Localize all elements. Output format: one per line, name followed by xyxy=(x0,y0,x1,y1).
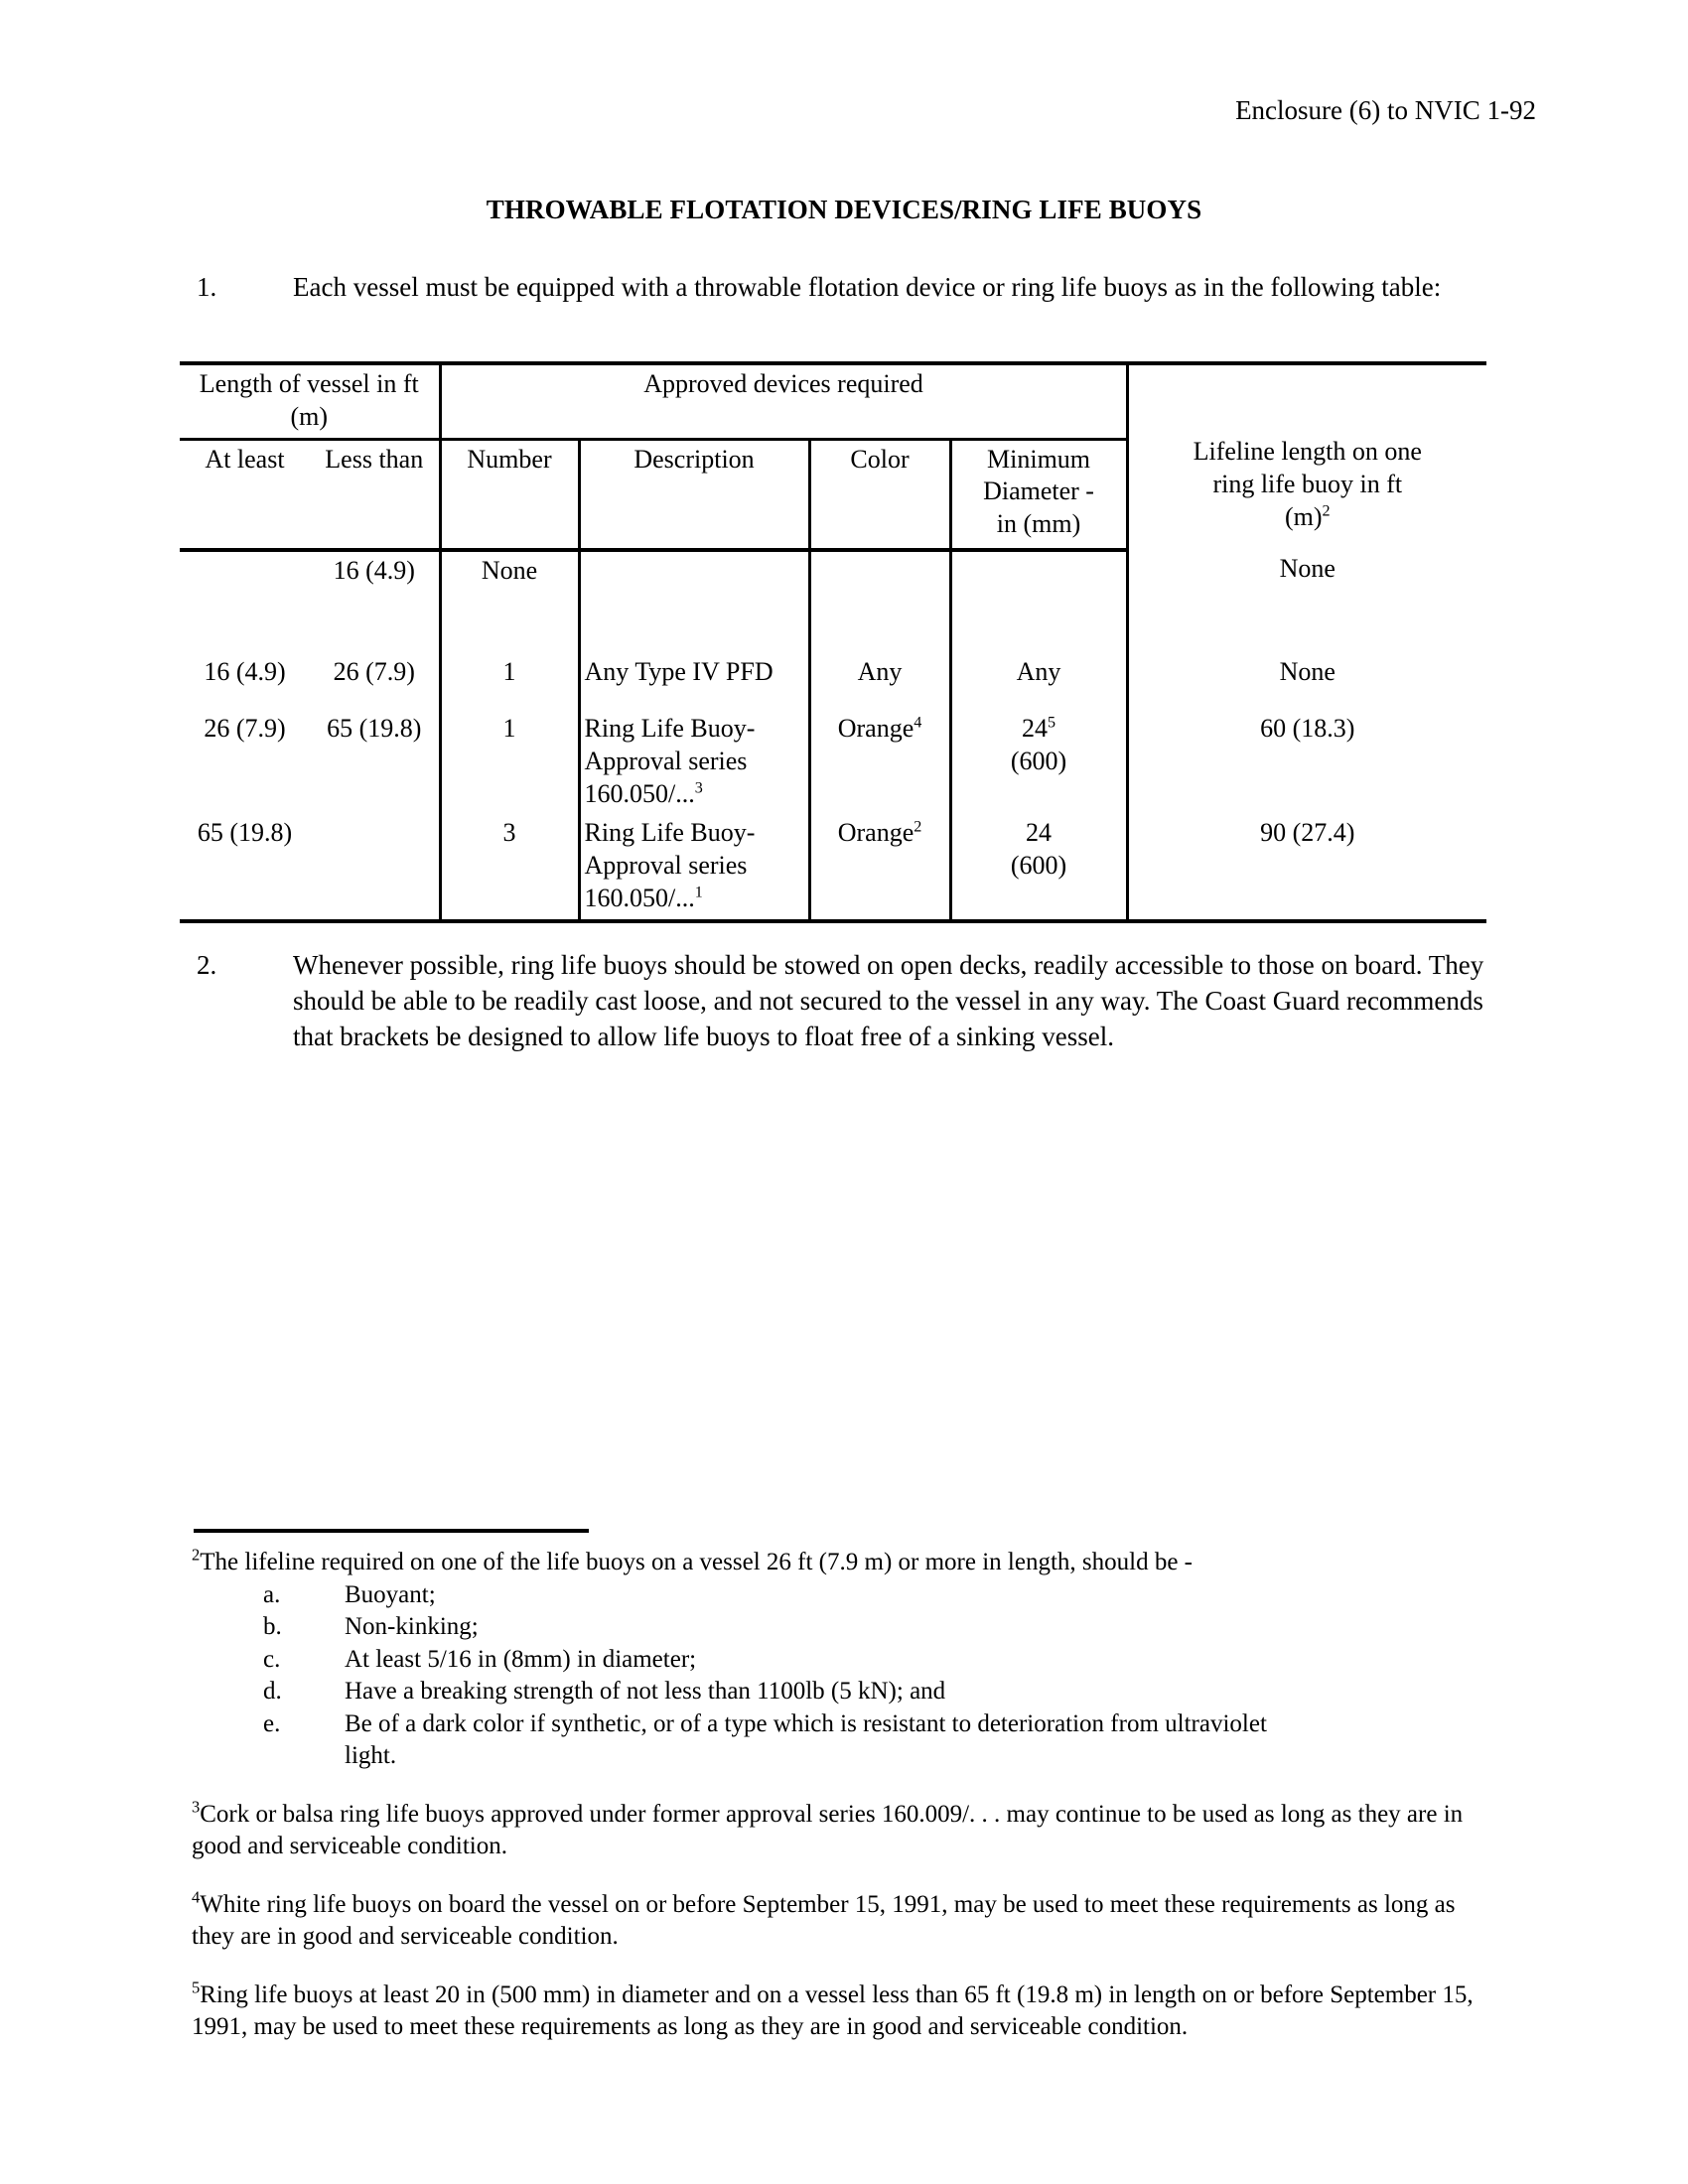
cell-color: Any xyxy=(809,653,950,710)
footnote-2-item-a-text: Buoyant; xyxy=(345,1580,436,1608)
cell-number: 3 xyxy=(440,814,579,920)
spacer-cell xyxy=(809,609,950,653)
footnote-separator-rule xyxy=(194,1529,589,1533)
header-lifeline-length xyxy=(1127,363,1486,550)
cell-description-text: Ring Life Buoy-Approval series 160.050/... xyxy=(584,818,756,912)
header-lifeline-line3: (m) xyxy=(1284,501,1323,531)
paragraph-2 xyxy=(197,948,1507,1055)
header-approved-devices xyxy=(440,363,1127,439)
cell-color-superscript: 2 xyxy=(914,818,922,836)
footnote-2-item-c-label: c. xyxy=(263,1645,281,1673)
cell-description xyxy=(579,814,809,920)
footnote-2-item-d xyxy=(192,1676,1502,1708)
spacer-cell xyxy=(180,609,310,653)
cell-color xyxy=(809,814,950,920)
footnote-2-item-b-label: b. xyxy=(263,1613,282,1640)
footnote-4 xyxy=(192,1889,1502,1954)
footnote-2-item-e-text: Be of a dark color if synthetic, or of a type which is resistant to deterioration from ultraviolet xyxy=(345,1709,1267,1737)
cell-at-least: 16 (4.9) xyxy=(204,657,286,686)
footnote-2-list xyxy=(192,1579,1502,1773)
header-lifeline-superscript: 2 xyxy=(1322,501,1331,519)
cell-diameter xyxy=(950,814,1127,920)
footnote-3-marker: 3 xyxy=(192,1797,201,1817)
header-at-least: At least xyxy=(180,439,310,550)
header-length-line2: (m) xyxy=(290,401,329,431)
table-spacer-row xyxy=(180,609,1486,653)
header-less-than: Less than xyxy=(310,439,440,550)
cell-lifeline: 60 (18.3) xyxy=(1127,710,1486,814)
spacer-cell xyxy=(579,609,809,653)
footnote-2-item-c-text: At least 5/16 in (8mm) in diameter; xyxy=(345,1645,697,1673)
footnote-2-item-c xyxy=(192,1644,1502,1677)
cell-diameter xyxy=(950,550,1127,609)
cell-number: 1 xyxy=(440,710,579,814)
footnote-3 xyxy=(192,1799,1502,1863)
table-row xyxy=(180,814,1486,920)
cell-less-than: 26 (7.9) xyxy=(333,657,415,686)
spacer-cell xyxy=(1127,609,1486,653)
cell-lifeline: 90 (27.4) xyxy=(1127,814,1486,920)
footnote-2-item-b-text: Non-kinking; xyxy=(345,1613,479,1640)
footnote-2-marker: 2 xyxy=(192,1545,201,1565)
footnote-2-item-a-label: a. xyxy=(263,1580,281,1608)
cell-description xyxy=(579,710,809,814)
footnote-2-item-e xyxy=(192,1708,1502,1741)
table-row xyxy=(180,550,1486,609)
cell-diameter xyxy=(950,710,1127,814)
footnotes-section xyxy=(192,1547,1502,2070)
cell-at-least: 65 (19.8) xyxy=(180,814,310,920)
throwable-devices-table xyxy=(180,361,1486,923)
footnote-2 xyxy=(192,1547,1502,1773)
cell-at-least: 26 (7.9) xyxy=(204,714,286,743)
cell-at-least xyxy=(180,550,310,609)
cell-description-superscript: 3 xyxy=(694,778,703,796)
header-length-of-vessel xyxy=(180,363,440,439)
throwable-devices-table-wrapper xyxy=(180,361,1486,923)
cell-description xyxy=(579,550,809,609)
header-diameter-line2: Diameter - xyxy=(983,477,1094,506)
footnote-5-text: Ring life buoys at least 20 in (500 mm) in diameter and on a vessel less than 65 ft (19.8 m) in length on or before September 15, 1991, may be used to meet these requirements as long as they are in good and serviceable condition. xyxy=(192,1980,1474,2040)
cell-lifeline: None xyxy=(1127,653,1486,710)
cell-number: None xyxy=(440,550,579,609)
cell-diameter: Any xyxy=(950,653,1127,710)
header-diameter-line3: in (mm) xyxy=(996,509,1081,538)
paragraph-1-number: 1. xyxy=(197,272,217,302)
spacer-cell xyxy=(310,609,440,653)
header-length-line1: Length of vessel in ft xyxy=(199,369,419,398)
cell-color-text: Orange xyxy=(837,818,914,848)
cell-diameter-line2: (600) xyxy=(1010,746,1067,775)
footnote-2-item-d-label: d. xyxy=(263,1678,282,1705)
footnote-5-marker: 5 xyxy=(192,1978,201,1997)
header-approved-devices-label: Approved devices required xyxy=(643,369,923,398)
cell-diameter-line1: 24 xyxy=(1026,818,1053,848)
footnote-4-text: White ring life buoys on board the vessel on or before September 15, 1991, may be used to meet these requirements as long as they are in good and serviceable condition. xyxy=(192,1890,1456,1950)
table-row xyxy=(180,653,1486,710)
cell-less-than: 16 (4.9) xyxy=(333,556,415,585)
spacer-cell xyxy=(440,609,579,653)
footnote-2-item-d-text: Have a breaking strength of not less than 1100lb (5 kN); and xyxy=(345,1678,946,1705)
cell-less-than: 65 (19.8) xyxy=(327,714,422,743)
paragraph-2-text: Whenever possible, ring life buoys should be stowed on open decks, readily accessible to those on board. They should be able to be readily cast loose, and not secured to the vessel in any way. The Coast Guard recommends that brackets be designed to allow life buoys to float free of a sinking vessel. xyxy=(293,950,1484,1051)
cell-diameter-line1: 24 xyxy=(1021,714,1048,743)
header-number: Number xyxy=(440,439,579,550)
cell-diameter-superscript: 5 xyxy=(1047,714,1056,732)
paragraph-1 xyxy=(197,270,1497,306)
footnote-2-text: The lifeline required on one of the life buoys on a vessel 26 ft (7.9 m) or more in length, should be - xyxy=(200,1549,1193,1575)
document-header-enclosure: Enclosure (6) to NVIC 1-92 xyxy=(1235,95,1536,125)
paragraph-2-number: 2. xyxy=(197,950,217,980)
footnote-2-item-a xyxy=(192,1579,1502,1612)
cell-lifeline: None xyxy=(1127,550,1486,609)
cell-color-text: Orange xyxy=(837,714,914,743)
cell-description-superscript: 1 xyxy=(694,884,703,901)
document-title: THROWABLE FLOTATION DEVICES/RING LIFE BUOYS xyxy=(486,195,1202,224)
header-diameter-line1: Minimum xyxy=(987,444,1091,474)
footnote-2-trailing xyxy=(192,1740,1502,1773)
cell-color xyxy=(809,710,950,814)
spacer-cell xyxy=(950,609,1127,653)
header-lifeline-line1: Lifeline length on one xyxy=(1193,437,1422,466)
footnote-2-trailing-text: light. xyxy=(345,1742,397,1769)
cell-description: Any Type IV PFD xyxy=(579,653,809,710)
cell-number: 1 xyxy=(440,653,579,710)
cell-less-than xyxy=(310,814,440,920)
footnote-2-item-e-label: e. xyxy=(263,1709,281,1737)
footnote-5 xyxy=(192,1979,1502,2044)
header-lifeline-line2: ring life buoy in ft xyxy=(1212,469,1403,498)
table-row xyxy=(180,710,1486,814)
paragraph-1-text: Each vessel must be equipped with a throwable flotation device or ring life buoys as in the following table: xyxy=(293,272,1442,302)
cell-color xyxy=(809,550,950,609)
table-superheader-row xyxy=(180,363,1486,439)
header-description: Description xyxy=(579,439,809,550)
footnote-2-item-b xyxy=(192,1611,1502,1644)
cell-description-text: Ring Life Buoy-Approval series 160.050/... xyxy=(584,714,756,808)
footnote-3-text: Cork or balsa ring life buoys approved under former approval series 160.009/. . . may continue to be used as long as they are in good and serviceable condition. xyxy=(192,1800,1464,1859)
cell-color-superscript: 4 xyxy=(914,714,922,732)
header-color: Color xyxy=(809,439,950,550)
cell-diameter-line2: (600) xyxy=(1010,851,1067,880)
footnote-4-marker: 4 xyxy=(192,1887,201,1907)
header-minimum-diameter xyxy=(950,439,1127,550)
